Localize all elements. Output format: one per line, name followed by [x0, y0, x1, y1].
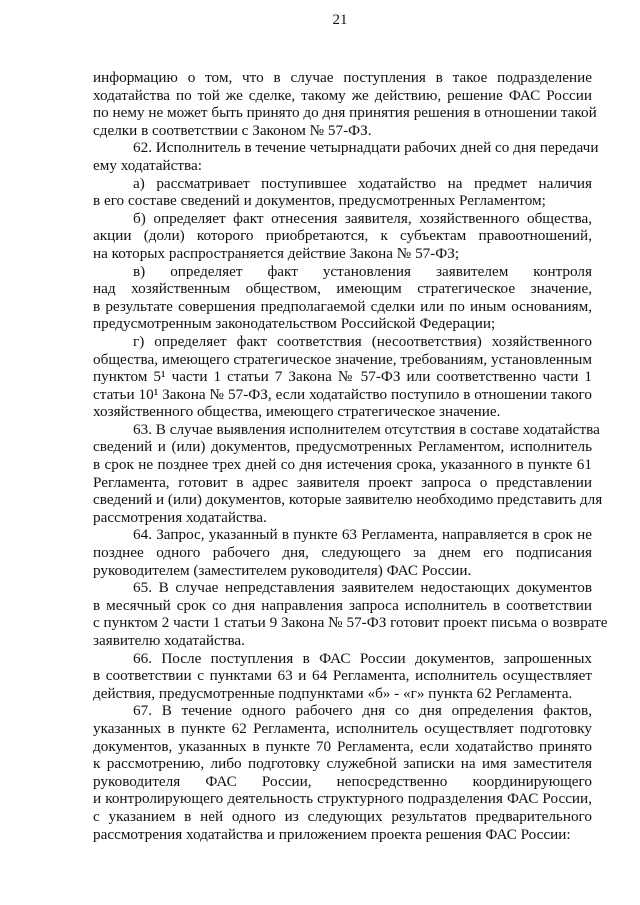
text-line: пунктом 5¹ части 1 статьи 7 Закона № 57-ФЗ или соответственно части 1 [93, 368, 592, 386]
paragraph [93, 420, 603, 527]
text-line: рассмотрения ходатайства. [93, 508, 267, 526]
text-line: в соответствии с пунктами 63 и 64 Регламента, исполнитель осуществляет [93, 667, 592, 685]
text-line: 64. Запрос, указанный в пункте 63 Регламента, направляется в срок не [133, 526, 592, 544]
paragraph [93, 263, 592, 333]
text-line: к рассмотрению, либо подготовку служебной записки на имя заместителя [93, 755, 592, 773]
text-line: предусмотренным законодательством Российской Федерации; [93, 315, 496, 333]
paragraph [93, 579, 608, 649]
paragraph [93, 526, 592, 579]
text-line: рассмотрения ходатайства и приложением проекта решения ФАС России: [93, 825, 571, 843]
text-line: над хозяйственным обществом, имеющим стратегическое значение, [93, 280, 592, 298]
paragraph [93, 210, 592, 263]
paragraph [93, 650, 592, 703]
text-line: б) определяет факт отнесения заявителя, хозяйственного общества, [133, 209, 592, 227]
text-line: а) рассматривает поступившее ходатайство на предмет наличия [133, 174, 592, 192]
text-line: сведений и (или) документов, которые заявителю необходимо представить для [93, 491, 603, 509]
text-line: сведений и (или) документов, предусмотренных Регламентом, исполнитель [93, 438, 592, 456]
text-line: ему ходатайства: [93, 156, 202, 174]
text-line: г) определяет факт соответствия (несоответствия) хозяйственного [133, 332, 592, 350]
text-line: акции (доли) которого приобретаются, к субъектам правоотношений, [93, 227, 592, 245]
text-line: 62. Исполнитель в течение четырнадцати рабочих дней со дня передачи [133, 139, 599, 157]
text-line: общества, имеющего стратегическое значение, требованиям, установленным [93, 350, 592, 368]
text-line: позднее одного рабочего дня, следующего за днем его подписания [93, 544, 592, 562]
text-line: Регламента, готовит в адрес заявителя проект запроса о представлении [93, 473, 592, 491]
text-line: в его составе сведений и документов, предусмотренных Регламентом; [93, 192, 546, 210]
paragraph [93, 175, 592, 210]
text-line: документов, указанных в пункте 70 Регламента, если ходатайство принято [93, 737, 592, 755]
text-line: на которых распространяется действие Закона № 57-ФЗ; [93, 244, 460, 262]
text-line: руководителем (заместителем руководителя) ФАС России. [93, 561, 472, 579]
document-body [93, 69, 608, 843]
text-line: заявителю ходатайства. [93, 632, 245, 649]
text-line: с указанием в ней одного из следующих результатов предварительного [93, 807, 592, 825]
text-line: в срок не позднее трех дней со дня истечения срока, указанного в пункте 61 [93, 456, 592, 474]
text-line: статьи 10¹ Закона № 57-ФЗ, если ходатайство поступило в отношении такого [93, 385, 592, 403]
text-line: сделки в соответствии с Законом № 57-ФЗ. [93, 121, 372, 139]
text-line: действия, предусмотренные подпунктами «б» - «г» пункта 62 Регламента. [93, 684, 573, 702]
text-line: 65. В случае непредставления заявителем недостающих документов [133, 579, 592, 597]
page-number: 21 [332, 12, 348, 28]
paragraph [93, 333, 592, 421]
text-line: информацию о том, что в случае поступления в такое подразделение [93, 69, 592, 86]
paragraph [93, 702, 592, 843]
text-line: 67. В течение одного рабочего дня со дня определения фактов, [133, 702, 592, 720]
paragraph [93, 139, 599, 174]
text-line: указанных в пункте 62 Регламента, исполнитель осуществляет подготовку [93, 719, 592, 737]
text-line: 63. В случае выявления исполнителем отсутствия в составе ходатайства [133, 420, 600, 438]
text-line: ходатайства по той же сделке, такому же действию, решение ФАС России [93, 86, 592, 104]
text-line: хозяйственного общества, имеющего стратегическое значение. [93, 403, 501, 421]
text-line: в месячный срок со дня направления запроса исполнитель в соответствии [93, 596, 592, 614]
text-line: и контролирующего деятельность структурного подразделения ФАС России, [93, 790, 592, 808]
text-line: в) определяет факт установления заявителем контроля [133, 262, 592, 280]
text-line: в результате совершения предполагаемой сделки или по иным основаниям, [93, 297, 592, 315]
text-line: руководителя ФАС России, непосредственно координирующего [93, 772, 592, 790]
text-line: по нему не может быть принято до дня принятия решения в отношении такой [93, 104, 597, 122]
text-line: 66. После поступления в ФАС России документов, запрошенных [133, 649, 592, 667]
text-line: с пунктом 2 части 1 статьи 9 Закона № 57-ФЗ готовит проект письма о возврате [93, 614, 608, 632]
paragraph [93, 69, 597, 139]
